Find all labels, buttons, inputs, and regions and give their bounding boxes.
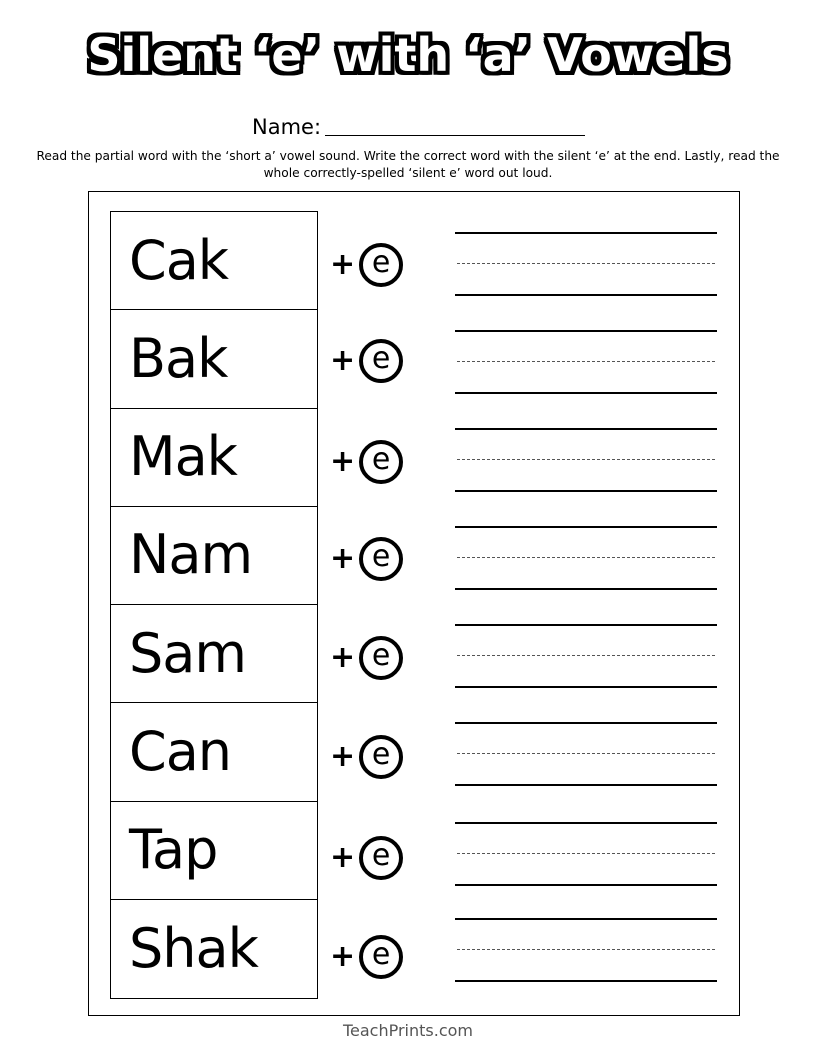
partial-word-cell: Tap [111,802,317,900]
plus-sign: + [330,343,356,378]
plus-e-marker [330,235,403,295]
plus-e-marker [330,828,403,888]
partial-word-column [110,211,318,999]
plus-e-marker [330,331,403,391]
name-label: Name: [252,115,322,139]
partial-word-cell: Can [111,703,317,801]
partial-word-cell: Bak [111,310,317,408]
handwriting-lines[interactable] [455,722,717,786]
name-write-line[interactable] [325,135,585,136]
plus-e-marker [330,432,403,492]
plus-sign: + [330,739,356,774]
circled-e-icon: e [359,636,403,680]
circled-e-icon: e [359,339,403,383]
circled-e-icon: e [359,836,403,880]
partial-word-cell: Shak [129,916,258,980]
handwriting-lines[interactable] [455,918,717,982]
plus-e-marker [330,727,403,787]
circled-e-icon: e [359,735,403,779]
handwriting-lines[interactable] [455,330,717,394]
circled-e-icon: e [359,935,403,979]
circled-e-icon: e [359,243,403,287]
handwriting-lines[interactable] [455,822,717,886]
handwriting-lines[interactable] [455,232,717,296]
plus-sign: + [330,640,356,675]
plus-sign: + [330,840,356,875]
plus-sign: + [330,939,356,974]
plus-sign: + [330,247,356,282]
partial-word-cell: Sam [111,605,317,703]
plus-e-marker [330,927,403,987]
footer-website: TeachPrints.com [342,1021,474,1040]
partial-word-cell: Cak [111,212,317,310]
plus-sign: + [330,541,356,576]
plus-e-marker [330,529,403,589]
handwriting-lines[interactable] [455,526,717,590]
handwriting-lines[interactable] [455,428,717,492]
circled-e-icon: e [359,537,403,581]
partial-word-cell: Mak [111,409,317,507]
worksheet-title: Silent ‘e’ with ‘a’ Vowels [87,28,729,82]
handwriting-lines[interactable] [455,624,717,688]
partial-word-cell: Nam [111,507,317,605]
circled-e-icon: e [359,440,403,484]
name-row [252,110,585,140]
plus-e-marker [330,628,403,688]
plus-sign: + [330,444,356,479]
instructions-text: Read the partial word with the ‘short a’ vowel sound. Write the correct word with the silent ‘e’ at the end. Lastly, read the whole correctly-spelled ‘silent e’ word out loud. [36,149,780,180]
